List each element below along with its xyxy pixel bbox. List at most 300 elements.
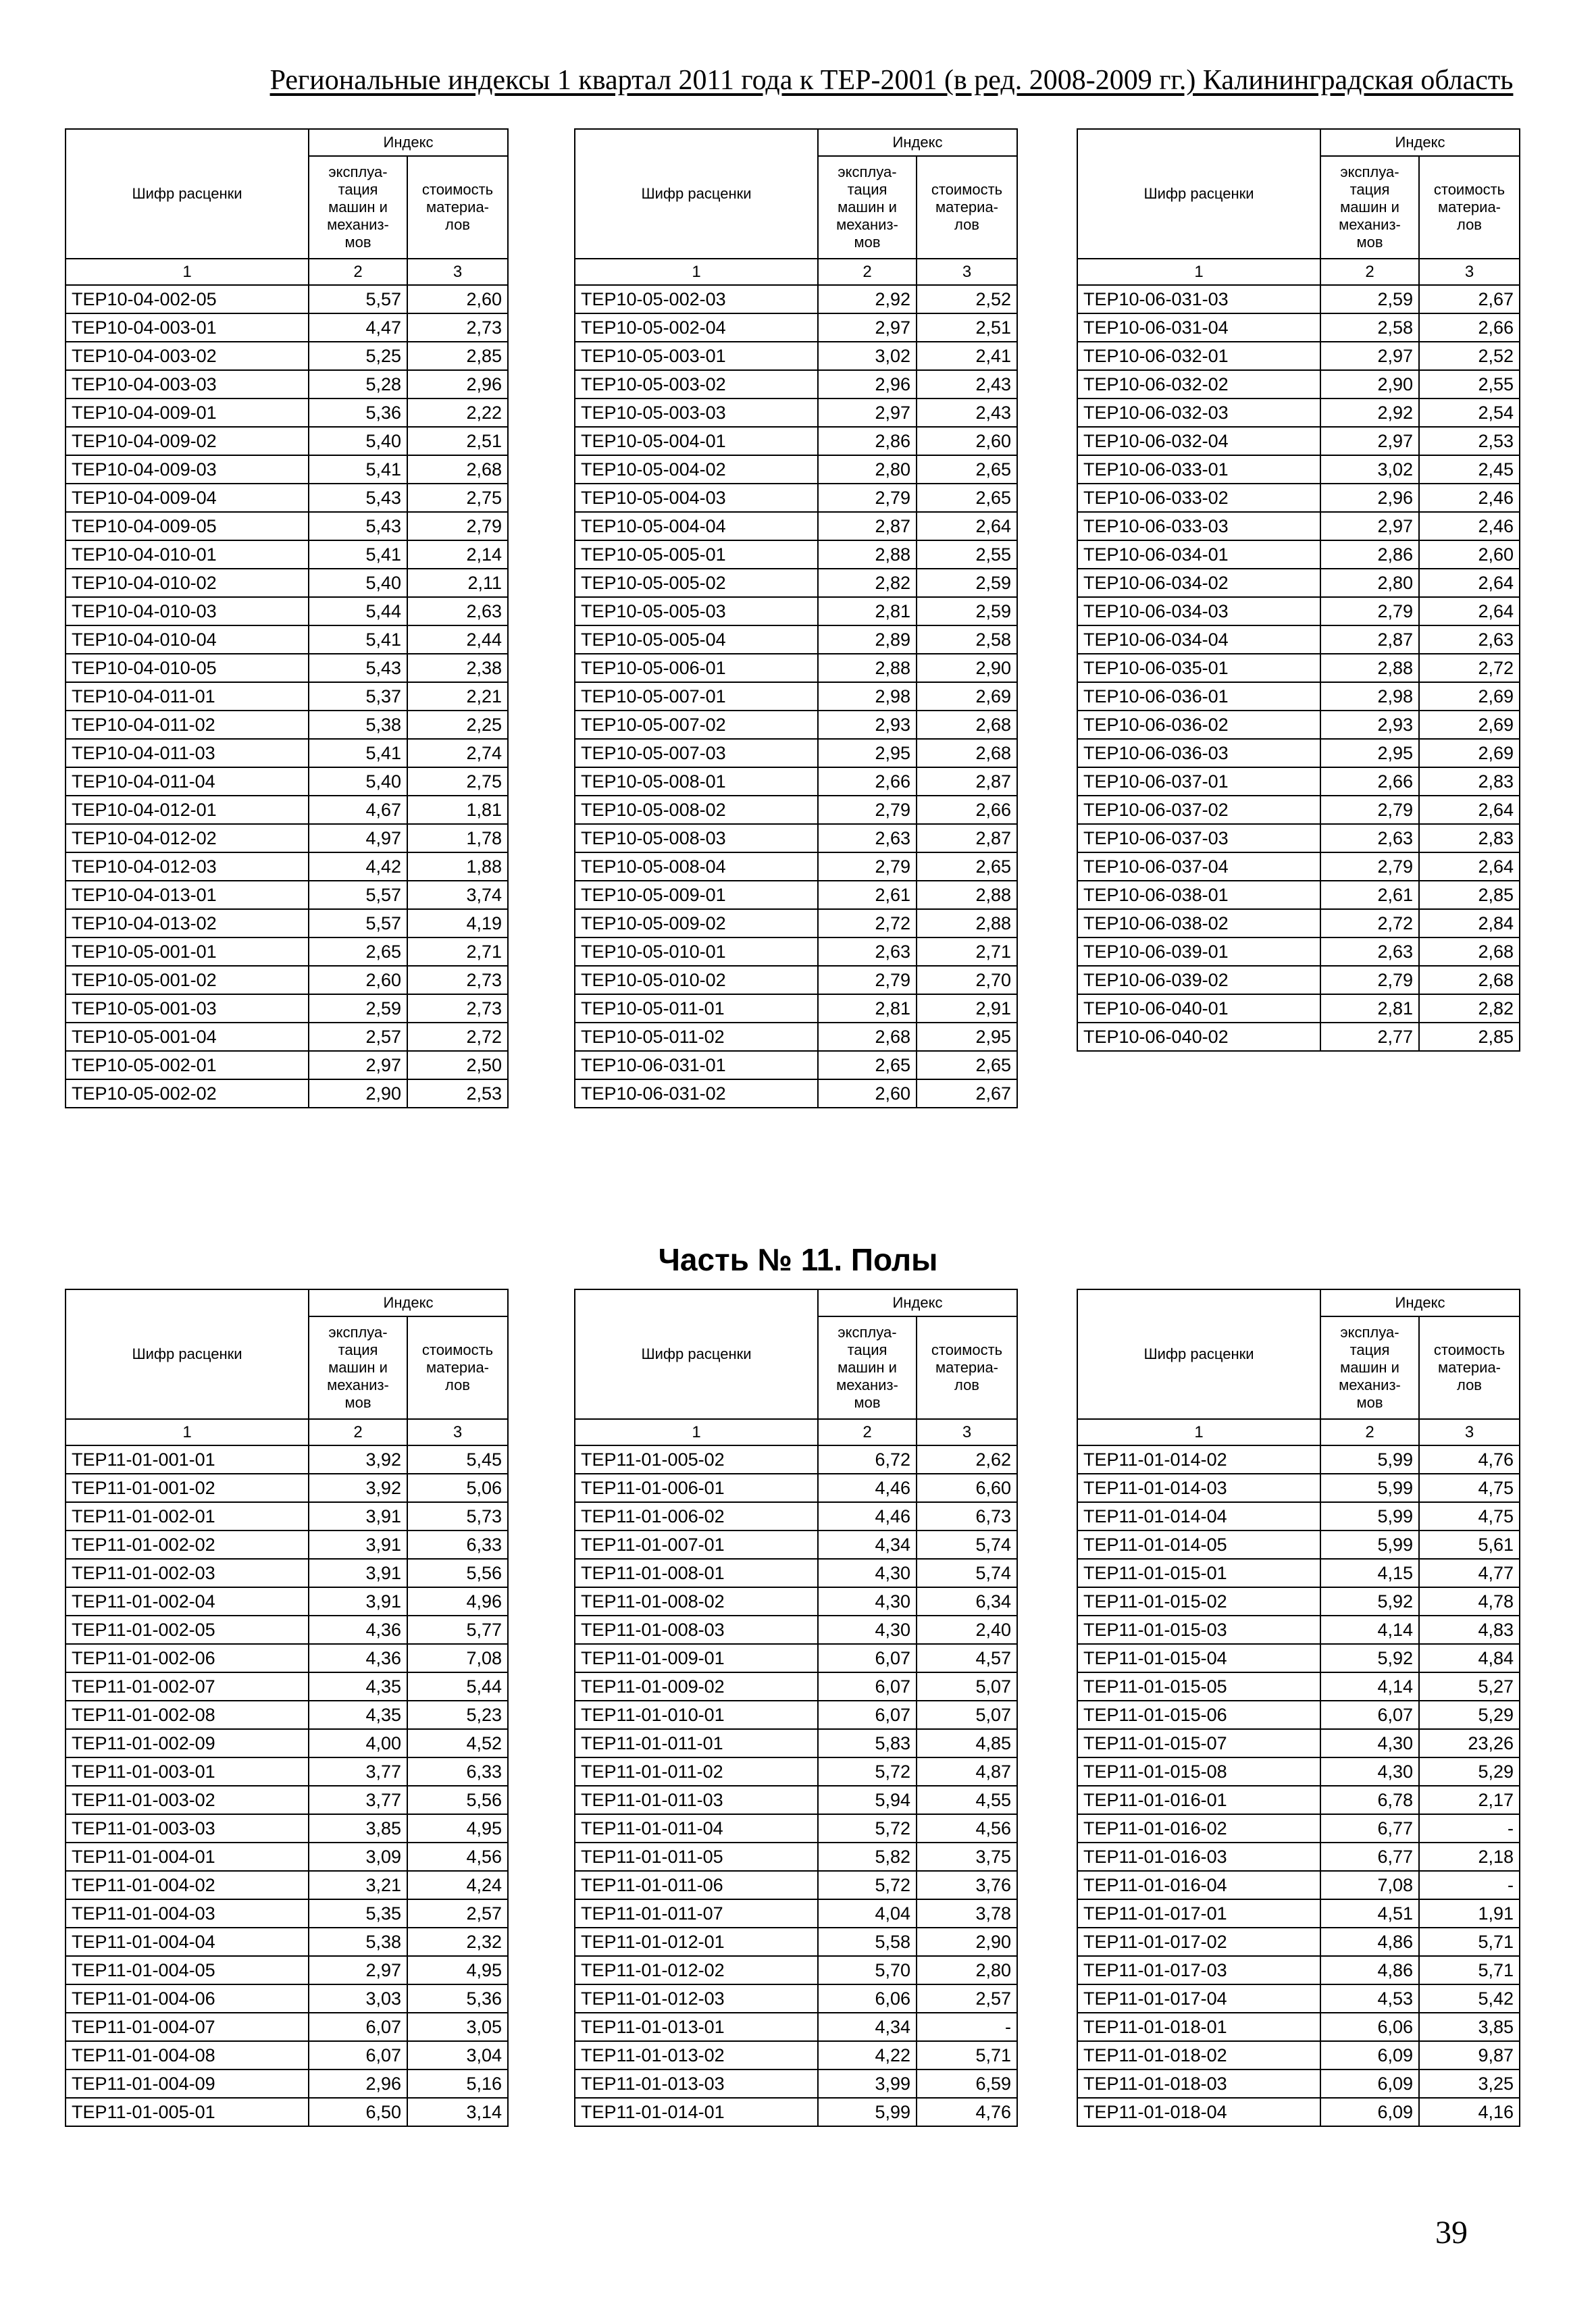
materials-index-cell: 2,80: [917, 1956, 1017, 1984]
materials-index-cell: 2,72: [407, 1023, 508, 1051]
machines-index-cell: 4,35: [309, 1701, 407, 1729]
rate-code-cell: ТЕР10-06-032-01: [1077, 342, 1320, 370]
table-row: [1077, 1984, 1520, 2013]
table-row: [1077, 285, 1520, 313]
materials-index-cell: 2,53: [1419, 427, 1520, 455]
rate-code-cell: ТЕР11-01-017-04: [1077, 1984, 1320, 2013]
table-row: [575, 881, 1017, 909]
machines-index-cell: 3,02: [1320, 455, 1419, 484]
table-row: [575, 966, 1017, 994]
table-row: [575, 654, 1017, 682]
table-row: [66, 2041, 508, 2069]
machines-index-cell: 2,65: [818, 1051, 917, 1079]
machines-index-cell: 4,04: [818, 1899, 917, 1928]
header-machines: эксплуа- тация машин и механиз- мов: [818, 1316, 917, 1419]
machines-index-cell: 4,86: [1320, 1956, 1419, 1984]
machines-index-cell: 2,80: [1320, 569, 1419, 597]
materials-index-cell: 2,22: [407, 398, 508, 427]
machines-index-cell: 3,02: [818, 342, 917, 370]
materials-index-cell: -: [917, 2013, 1017, 2041]
rate-code-cell: ТЕР11-01-008-03: [575, 1616, 818, 1644]
materials-index-cell: 2,75: [407, 484, 508, 512]
header-colnum-2: 2: [309, 259, 407, 285]
rate-code-cell: ТЕР11-01-002-06: [66, 1644, 309, 1672]
rate-code-cell: ТЕР11-01-018-02: [1077, 2041, 1320, 2069]
rate-code-cell: ТЕР11-01-012-02: [575, 1956, 818, 1984]
machines-index-cell: 2,92: [818, 285, 917, 313]
table-row: [575, 2098, 1017, 2126]
machines-index-cell: 4,34: [818, 2013, 917, 2041]
rate-code-cell: ТЕР11-01-011-06: [575, 1871, 818, 1899]
rate-code-cell: ТЕР10-05-002-02: [66, 1079, 309, 1108]
machines-index-cell: 5,44: [309, 597, 407, 625]
table-row: [1077, 1616, 1520, 1644]
machines-index-cell: 4,30: [1320, 1757, 1419, 1786]
header-machines: эксплуа- тация машин и механиз- мов: [818, 156, 917, 259]
machines-index-cell: 2,58: [1320, 313, 1419, 342]
materials-index-cell: 2,55: [917, 540, 1017, 569]
materials-index-cell: 2,88: [917, 909, 1017, 937]
machines-index-cell: 2,61: [1320, 881, 1419, 909]
machines-index-cell: 5,43: [309, 654, 407, 682]
materials-index-cell: 1,81: [407, 796, 508, 824]
materials-index-cell: 2,43: [917, 398, 1017, 427]
materials-index-cell: 2,73: [407, 313, 508, 342]
rate-code-cell: ТЕР11-01-011-03: [575, 1786, 818, 1814]
table-row: [1077, 1729, 1520, 1757]
materials-index-cell: 2,73: [407, 966, 508, 994]
machines-index-cell: 3,77: [309, 1757, 407, 1786]
machines-index-cell: 5,82: [818, 1843, 917, 1871]
materials-index-cell: 2,65: [917, 484, 1017, 512]
materials-index-cell: 2,91: [917, 994, 1017, 1023]
rate-code-cell: ТЕР11-01-009-01: [575, 1644, 818, 1672]
machines-index-cell: 4,30: [818, 1587, 917, 1616]
section-title: Часть № 11. Полы: [658, 1242, 938, 1277]
machines-index-cell: 2,90: [309, 1079, 407, 1108]
machines-index-cell: 4,36: [309, 1644, 407, 1672]
header-materials: стоимость материа- лов: [407, 1316, 508, 1419]
machines-index-cell: 5,99: [1320, 1445, 1419, 1474]
table-row: [1077, 852, 1520, 881]
table-header: [575, 129, 1017, 285]
materials-index-cell: 3,04: [407, 2041, 508, 2069]
machines-index-cell: 2,61: [818, 881, 917, 909]
table-row: [66, 313, 508, 342]
rate-code-cell: ТЕР11-01-004-08: [66, 2041, 309, 2069]
table-row: [66, 512, 508, 540]
materials-index-cell: 2,64: [1419, 852, 1520, 881]
rate-code-cell: ТЕР10-05-010-01: [575, 937, 818, 966]
machines-index-cell: 2,63: [1320, 824, 1419, 852]
materials-index-cell: 2,51: [917, 313, 1017, 342]
machines-index-cell: 2,88: [818, 654, 917, 682]
rate-code-cell: ТЕР11-01-016-03: [1077, 1843, 1320, 1871]
machines-index-cell: 3,09: [309, 1843, 407, 1871]
rate-code-cell: ТЕР10-06-031-02: [575, 1079, 818, 1108]
materials-index-cell: 6,60: [917, 1474, 1017, 1502]
index-table-5: [574, 1289, 1018, 2127]
header-machines: эксплуа- тация машин и механиз- мов: [1320, 1316, 1419, 1419]
machines-index-cell: 2,93: [818, 711, 917, 739]
materials-index-cell: 2,96: [407, 370, 508, 398]
materials-index-cell: 2,58: [917, 625, 1017, 654]
rate-code-cell: ТЕР11-01-016-04: [1077, 1871, 1320, 1899]
rate-code-cell: ТЕР10-06-032-03: [1077, 398, 1320, 427]
rate-code-cell: ТЕР11-01-018-04: [1077, 2098, 1320, 2126]
rate-code-cell: ТЕР10-04-009-04: [66, 484, 309, 512]
machines-index-cell: 6,09: [1320, 2041, 1419, 2069]
materials-index-cell: 4,19: [407, 909, 508, 937]
machines-index-cell: 4,47: [309, 313, 407, 342]
header-machines: эксплуа- тация машин и механиз- мов: [309, 156, 407, 259]
table-row: [575, 1814, 1017, 1843]
machines-index-cell: 2,97: [309, 1051, 407, 1079]
table-row: [575, 1502, 1017, 1531]
materials-index-cell: 2,55: [1419, 370, 1520, 398]
machines-index-cell: 5,43: [309, 484, 407, 512]
rate-code-cell: ТЕР10-04-009-01: [66, 398, 309, 427]
rate-code-cell: ТЕР11-01-010-01: [575, 1701, 818, 1729]
table-row: [66, 1843, 508, 1871]
index-table-2: [574, 128, 1018, 1108]
materials-index-cell: 5,07: [917, 1701, 1017, 1729]
materials-index-cell: 2,43: [917, 370, 1017, 398]
rate-code-cell: ТЕР11-01-011-01: [575, 1729, 818, 1757]
header-machines: эксплуа- тация машин и механиз- мов: [309, 1316, 407, 1419]
materials-index-cell: 2,45: [1419, 455, 1520, 484]
table-row: [66, 1899, 508, 1928]
machines-index-cell: 2,60: [309, 966, 407, 994]
materials-index-cell: 2,67: [1419, 285, 1520, 313]
machines-index-cell: 3,91: [309, 1531, 407, 1559]
machines-index-cell: 2,68: [818, 1023, 917, 1051]
machines-index-cell: 2,63: [818, 824, 917, 852]
table-row: [1077, 966, 1520, 994]
machines-index-cell: 3,77: [309, 1786, 407, 1814]
table-row: [1077, 342, 1520, 370]
machines-index-cell: 2,93: [1320, 711, 1419, 739]
materials-index-cell: 2,11: [407, 569, 508, 597]
rate-code-cell: ТЕР11-01-002-03: [66, 1559, 309, 1587]
machines-index-cell: 6,09: [1320, 2098, 1419, 2126]
rate-code-cell: ТЕР10-04-010-02: [66, 569, 309, 597]
rate-code-cell: ТЕР11-01-004-04: [66, 1928, 309, 1956]
machines-index-cell: 4,97: [309, 824, 407, 852]
machines-index-cell: 6,50: [309, 2098, 407, 2126]
materials-index-cell: 4,76: [917, 2098, 1017, 2126]
machines-index-cell: 3,03: [309, 1984, 407, 2013]
materials-index-cell: 5,16: [407, 2069, 508, 2098]
table-row: [1077, 2013, 1520, 2041]
table-row: [1077, 739, 1520, 767]
machines-index-cell: 4,14: [1320, 1672, 1419, 1701]
materials-index-cell: 2,83: [1419, 767, 1520, 796]
rate-code-cell: ТЕР10-04-013-01: [66, 881, 309, 909]
materials-index-cell: 2,32: [407, 1928, 508, 1956]
machines-index-cell: 5,25: [309, 342, 407, 370]
machines-index-cell: 2,92: [1320, 398, 1419, 427]
materials-index-cell: 5,23: [407, 1701, 508, 1729]
machines-index-cell: 5,70: [818, 1956, 917, 1984]
machines-index-cell: 4,14: [1320, 1616, 1419, 1644]
machines-index-cell: 6,07: [818, 1672, 917, 1701]
rate-code-cell: ТЕР10-05-002-01: [66, 1051, 309, 1079]
machines-index-cell: 5,94: [818, 1786, 917, 1814]
materials-index-cell: 4,87: [917, 1757, 1017, 1786]
machines-index-cell: 3,21: [309, 1871, 407, 1899]
rate-code-cell: ТЕР10-06-034-02: [1077, 569, 1320, 597]
machines-index-cell: 6,72: [818, 1445, 917, 1474]
rate-code-cell: ТЕР10-06-031-01: [575, 1051, 818, 1079]
machines-index-cell: 2,86: [818, 427, 917, 455]
table-row: [575, 937, 1017, 966]
rate-code-cell: ТЕР10-06-035-01: [1077, 654, 1320, 682]
machines-index-cell: 5,57: [309, 285, 407, 313]
rate-code-cell: ТЕР10-05-008-01: [575, 767, 818, 796]
table-row: [575, 796, 1017, 824]
materials-index-cell: 5,29: [1419, 1701, 1520, 1729]
machines-index-cell: 5,43: [309, 512, 407, 540]
materials-index-cell: 1,91: [1419, 1899, 1520, 1928]
materials-index-cell: 5,45: [407, 1445, 508, 1474]
machines-index-cell: 2,96: [309, 2069, 407, 2098]
rate-code-cell: ТЕР10-06-036-02: [1077, 711, 1320, 739]
table-row: [1077, 625, 1520, 654]
machines-index-cell: 2,79: [818, 852, 917, 881]
materials-index-cell: -: [1419, 1814, 1520, 1843]
table-row: [575, 1644, 1017, 1672]
table-row: [1077, 1445, 1520, 1474]
table-row: [575, 1672, 1017, 1701]
machines-index-cell: 6,06: [1320, 2013, 1419, 2041]
rate-code-cell: ТЕР11-01-004-07: [66, 2013, 309, 2041]
machines-index-cell: 4,51: [1320, 1899, 1419, 1928]
header-colnum-2: 2: [1320, 1419, 1419, 1445]
rate-code-cell: ТЕР10-04-010-04: [66, 625, 309, 654]
table-row: [66, 398, 508, 427]
materials-index-cell: 2,44: [407, 625, 508, 654]
table-row: [66, 455, 508, 484]
table-header: [1077, 129, 1520, 285]
table-row: [575, 342, 1017, 370]
rate-code-cell: ТЕР11-01-004-01: [66, 1843, 309, 1871]
rate-code-cell: ТЕР10-04-003-02: [66, 342, 309, 370]
table-row: [66, 1984, 508, 2013]
rate-code-cell: ТЕР11-01-002-04: [66, 1587, 309, 1616]
machines-index-cell: 2,81: [1320, 994, 1419, 1023]
materials-index-cell: 3,76: [917, 1871, 1017, 1899]
rate-code-cell: ТЕР10-06-036-03: [1077, 739, 1320, 767]
header-colnum-3: 3: [407, 259, 508, 285]
table-header: [1077, 1289, 1520, 1445]
header-machines: эксплуа- тация машин и механиз- мов: [1320, 156, 1419, 259]
table-row: [66, 1445, 508, 1474]
machines-index-cell: 4,36: [309, 1616, 407, 1644]
rate-code-cell: ТЕР10-06-032-04: [1077, 427, 1320, 455]
materials-index-cell: 2,64: [1419, 569, 1520, 597]
table-row: [575, 625, 1017, 654]
materials-index-cell: 4,75: [1419, 1502, 1520, 1531]
machines-index-cell: 4,35: [309, 1672, 407, 1701]
machines-index-cell: 5,41: [309, 540, 407, 569]
materials-index-cell: 2,90: [917, 654, 1017, 682]
rate-code-cell: ТЕР10-04-012-01: [66, 796, 309, 824]
materials-index-cell: 2,66: [917, 796, 1017, 824]
header-materials: стоимость материа- лов: [1419, 1316, 1520, 1419]
index-table-3: [1077, 128, 1520, 1052]
materials-index-cell: 2,17: [1419, 1786, 1520, 1814]
page-number: 39: [1435, 2215, 1468, 2251]
rate-code-cell: ТЕР11-01-001-02: [66, 1474, 309, 1502]
table-row: [66, 824, 508, 852]
rate-code-cell: ТЕР11-01-008-02: [575, 1587, 818, 1616]
materials-index-cell: 2,40: [917, 1616, 1017, 1644]
table-row: [575, 512, 1017, 540]
materials-index-cell: 2,21: [407, 682, 508, 711]
machines-index-cell: 6,07: [309, 2013, 407, 2041]
header-code: Шифр расценки: [66, 129, 309, 259]
rate-code-cell: ТЕР11-01-014-04: [1077, 1502, 1320, 1531]
table-row: [66, 937, 508, 966]
machines-index-cell: 2,57: [309, 1023, 407, 1051]
table-row: [1077, 370, 1520, 398]
materials-index-cell: 2,64: [917, 512, 1017, 540]
table-row: [1077, 1871, 1520, 1899]
rate-code-cell: ТЕР11-01-016-02: [1077, 1814, 1320, 1843]
rate-code-cell: ТЕР11-01-003-02: [66, 1786, 309, 1814]
table-row: [575, 1445, 1017, 1474]
rate-code-cell: ТЕР11-01-004-06: [66, 1984, 309, 2013]
materials-index-cell: 5,56: [407, 1786, 508, 1814]
machines-index-cell: 4,46: [818, 1502, 917, 1531]
table-row: [66, 2013, 508, 2041]
table-row: [1077, 1502, 1520, 1531]
machines-index-cell: 2,96: [1320, 484, 1419, 512]
table-row: [66, 711, 508, 739]
rate-code-cell: ТЕР10-04-012-03: [66, 852, 309, 881]
rate-code-cell: ТЕР10-05-011-01: [575, 994, 818, 1023]
rate-code-cell: ТЕР10-04-003-01: [66, 313, 309, 342]
rate-code-cell: ТЕР11-01-004-02: [66, 1871, 309, 1899]
rate-code-cell: ТЕР10-05-005-04: [575, 625, 818, 654]
rate-code-cell: ТЕР11-01-017-03: [1077, 1956, 1320, 1984]
materials-index-cell: 2,59: [917, 597, 1017, 625]
rate-code-cell: ТЕР11-01-011-07: [575, 1899, 818, 1928]
index-table-6: [1077, 1289, 1520, 2127]
rate-code-cell: ТЕР10-05-009-01: [575, 881, 818, 909]
materials-index-cell: 6,33: [407, 1531, 508, 1559]
table-row: [1077, 1786, 1520, 1814]
rate-code-cell: ТЕР11-01-009-02: [575, 1672, 818, 1701]
table-row: [575, 1474, 1017, 1502]
rate-code-cell: ТЕР10-06-037-01: [1077, 767, 1320, 796]
table-row: [1077, 398, 1520, 427]
materials-index-cell: 5,27: [1419, 1672, 1520, 1701]
rate-code-cell: ТЕР10-04-009-05: [66, 512, 309, 540]
rate-code-cell: ТЕР10-05-010-02: [575, 966, 818, 994]
materials-index-cell: 5,44: [407, 1672, 508, 1701]
machines-index-cell: 5,99: [1320, 1502, 1419, 1531]
document-title: Региональные индексы 1 квартал 2011 года к ТЕР-2001 (в ред. 2008-2009 гг.) Калининградская область: [269, 65, 1514, 96]
materials-index-cell: 5,61: [1419, 1531, 1520, 1559]
machines-index-cell: 2,80: [818, 455, 917, 484]
table-row: [66, 796, 508, 824]
table-row: [1077, 711, 1520, 739]
machines-index-cell: 2,72: [1320, 909, 1419, 937]
table-row: [575, 1729, 1017, 1757]
table-row: [575, 455, 1017, 484]
table-header: [575, 1289, 1017, 1445]
materials-index-cell: 5,71: [1419, 1928, 1520, 1956]
materials-index-cell: 6,59: [917, 2069, 1017, 2098]
machines-index-cell: 2,97: [818, 398, 917, 427]
rate-code-cell: ТЕР10-04-013-02: [66, 909, 309, 937]
materials-index-cell: 4,16: [1419, 2098, 1520, 2126]
rate-code-cell: ТЕР10-06-040-02: [1077, 1023, 1320, 1051]
table-row: [1077, 1559, 1520, 1587]
index-table-1: [65, 128, 509, 1108]
rate-code-cell: ТЕР11-01-006-01: [575, 1474, 818, 1502]
materials-index-cell: 3,85: [1419, 2013, 1520, 2041]
machines-index-cell: 6,07: [309, 2041, 407, 2069]
rate-code-cell: ТЕР10-04-009-02: [66, 427, 309, 455]
materials-index-cell: 1,78: [407, 824, 508, 852]
rate-code-cell: ТЕР10-06-033-03: [1077, 512, 1320, 540]
table-row: [1077, 767, 1520, 796]
header-code: Шифр расценки: [66, 1289, 309, 1419]
materials-index-cell: 3,14: [407, 2098, 508, 2126]
rate-code-cell: ТЕР10-06-039-02: [1077, 966, 1320, 994]
table-row: [66, 1871, 508, 1899]
rate-code-cell: ТЕР11-01-015-05: [1077, 1672, 1320, 1701]
machines-index-cell: 2,97: [1320, 342, 1419, 370]
machines-index-cell: 2,95: [818, 739, 917, 767]
table-row: [1077, 1928, 1520, 1956]
machines-index-cell: 2,72: [818, 909, 917, 937]
table-row: [1077, 1531, 1520, 1559]
table-row: [66, 370, 508, 398]
table-row: [66, 1757, 508, 1786]
machines-index-cell: 5,40: [309, 569, 407, 597]
table-row: [66, 1502, 508, 1531]
materials-index-cell: 3,74: [407, 881, 508, 909]
materials-index-cell: 2,46: [1419, 512, 1520, 540]
table-row: [1077, 1587, 1520, 1616]
machines-index-cell: 3,91: [309, 1502, 407, 1531]
rate-code-cell: ТЕР10-05-005-02: [575, 569, 818, 597]
materials-index-cell: 2,68: [1419, 937, 1520, 966]
header-colnum-1: 1: [1077, 259, 1320, 285]
header-code: Шифр расценки: [575, 129, 818, 259]
rate-code-cell: ТЕР11-01-014-05: [1077, 1531, 1320, 1559]
materials-index-cell: 4,95: [407, 1956, 508, 1984]
machines-index-cell: 5,36: [309, 398, 407, 427]
rate-code-cell: ТЕР11-01-015-04: [1077, 1644, 1320, 1672]
table-row: [575, 1871, 1017, 1899]
materials-index-cell: 5,74: [917, 1531, 1017, 1559]
machines-index-cell: 2,59: [309, 994, 407, 1023]
materials-index-cell: 2,51: [407, 427, 508, 455]
materials-index-cell: 1,88: [407, 852, 508, 881]
rate-code-cell: ТЕР10-05-001-03: [66, 994, 309, 1023]
materials-index-cell: 2,75: [407, 767, 508, 796]
materials-index-cell: 4,56: [917, 1814, 1017, 1843]
rate-code-cell: ТЕР11-01-013-02: [575, 2041, 818, 2069]
rate-code-cell: ТЕР10-04-010-03: [66, 597, 309, 625]
table-row: [1077, 597, 1520, 625]
rate-code-cell: ТЕР10-05-001-01: [66, 937, 309, 966]
